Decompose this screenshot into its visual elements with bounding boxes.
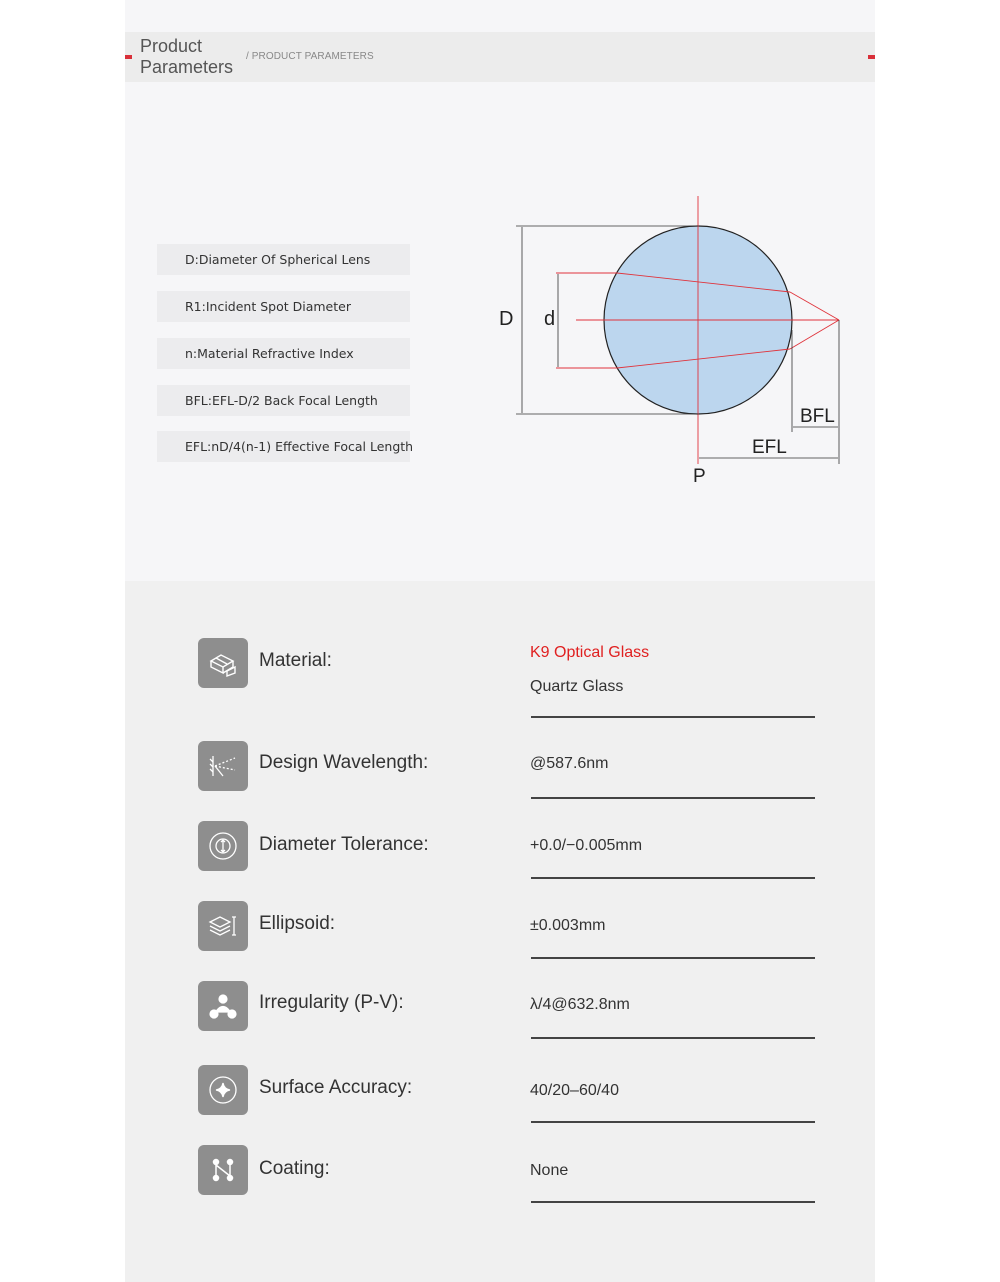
spec-underline <box>531 877 815 879</box>
section-subtitle: / PRODUCT PARAMETERS <box>246 51 374 62</box>
wavelength-icon <box>198 741 248 791</box>
spec-underline <box>531 1201 815 1203</box>
spec-value: None <box>530 1162 569 1179</box>
spec-value: λ/4@632.8nm <box>530 996 630 1013</box>
legend-item-diameter: D:Diameter Of Spherical Lens <box>157 244 410 275</box>
sparkle-icon <box>198 1065 248 1115</box>
spec-underline <box>531 797 815 799</box>
spec-value: @587.6nm <box>530 755 609 772</box>
section-title: Product Parameters <box>140 36 234 77</box>
spec-value-secondary: Quartz Glass <box>530 678 624 695</box>
ray-bottom-out <box>790 320 839 349</box>
lens-diagram-section <box>125 0 875 581</box>
spec-label: Irregularity (P-V): <box>259 992 404 1013</box>
ball-lens-diagram <box>125 0 875 581</box>
spec-underline <box>531 716 815 718</box>
spec-value: 40/20–60/40 <box>530 1082 619 1099</box>
legend-item-incident-spot: R1:Incident Spot Diameter <box>157 291 410 322</box>
nodes-icon <box>198 981 248 1031</box>
spec-label: Material: <box>259 650 332 671</box>
legend-item-refractive-index: n:Material Refractive Index <box>157 338 410 369</box>
spec-underline <box>531 957 815 959</box>
label-EFL: EFL <box>752 437 787 458</box>
spec-label: Design Wavelength: <box>259 752 429 773</box>
spec-label: Surface Accuracy: <box>259 1077 413 1098</box>
spec-value: +0.0/−0.005mm <box>530 837 643 854</box>
glass-blocks-icon <box>198 638 248 688</box>
legend-item-efl: EFL:nD/4(n-1) Effective Focal Length <box>157 431 410 462</box>
spec-underline <box>531 1037 815 1039</box>
diameter-icon <box>198 821 248 871</box>
label-d: d <box>544 308 556 330</box>
spec-value: ±0.003mm <box>530 917 606 934</box>
spec-underline <box>531 1121 815 1123</box>
spec-label: Diameter Tolerance: <box>259 834 429 855</box>
spec-label: Coating: <box>259 1158 330 1179</box>
ray-top-out <box>790 292 839 320</box>
legend-item-bfl: BFL:EFL-D/2 Back Focal Length <box>157 385 410 416</box>
coating-icon <box>198 1145 248 1195</box>
label-BFL: BFL <box>800 406 835 427</box>
specs-section <box>125 581 875 1282</box>
label-D: D <box>499 308 514 330</box>
label-P: P <box>693 466 706 487</box>
layers-icon <box>198 901 248 951</box>
spec-value-primary: K9 Optical Glass <box>530 644 650 661</box>
spec-label: Ellipsoid: <box>259 913 336 934</box>
